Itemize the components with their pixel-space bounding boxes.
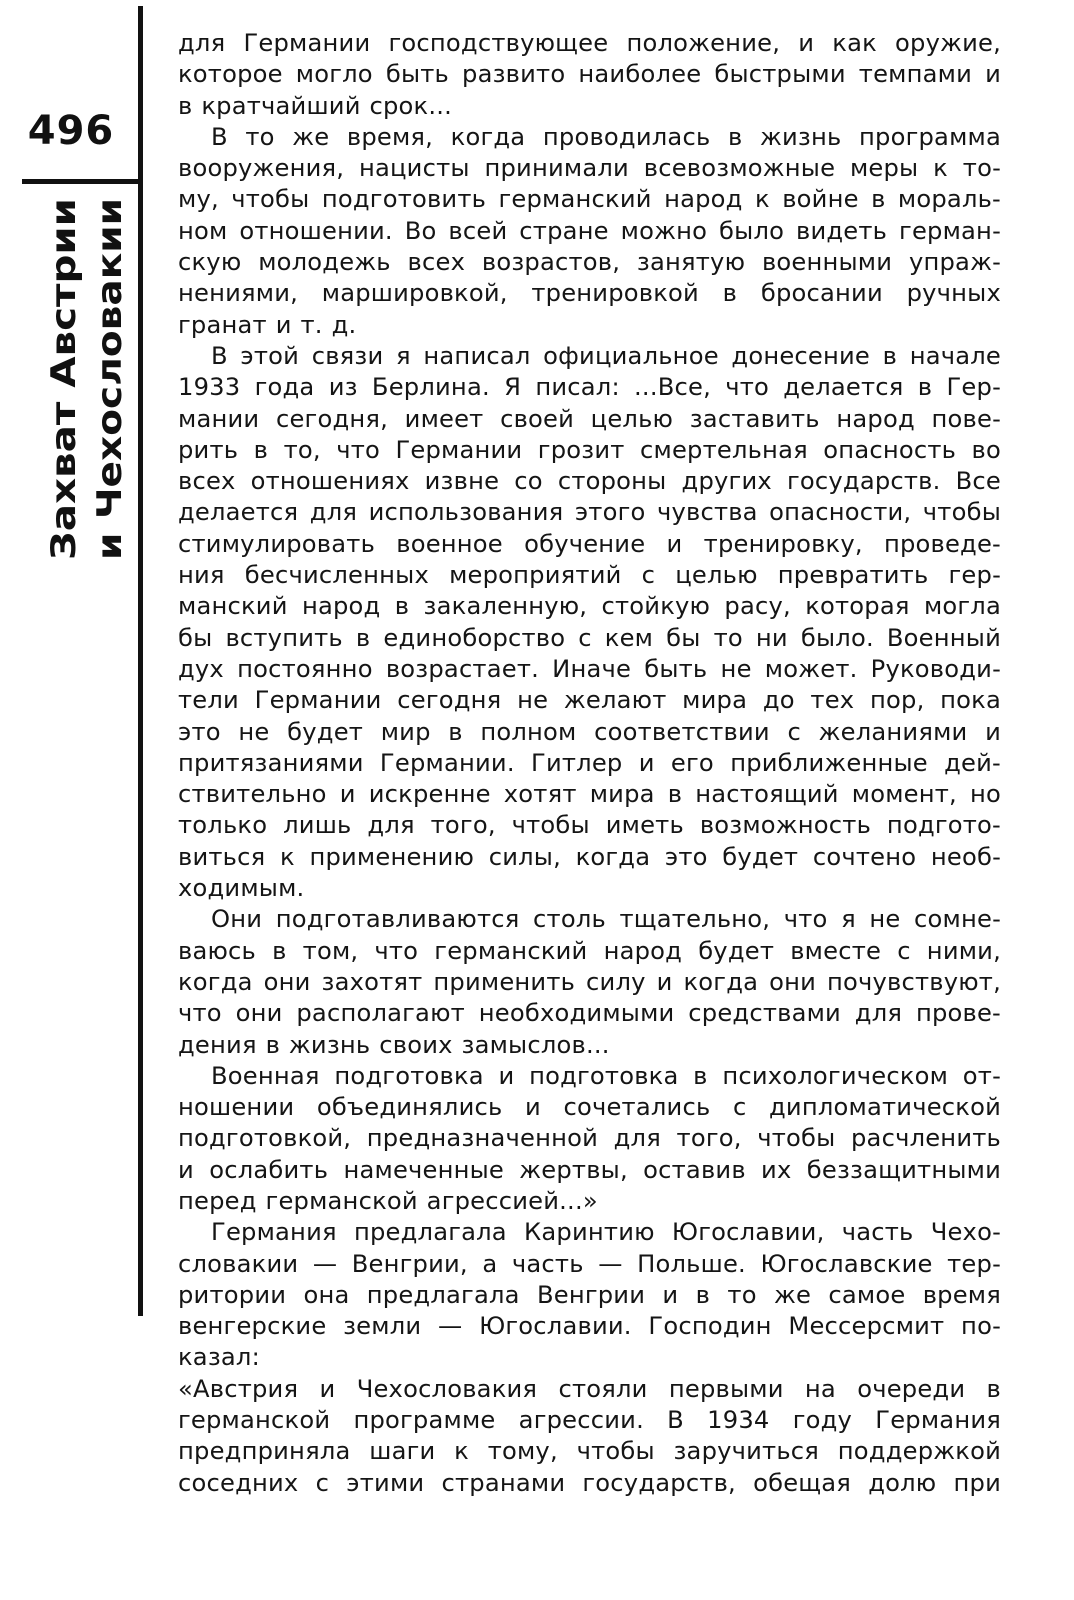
- text-line: ствительно и искренне хотят мира в настоящий момент, но: [178, 780, 1001, 809]
- text-line: соседних с этими странами государств, обещая долю при: [178, 1468, 1001, 1497]
- text-line: ношении объединялись и сочетались с дипломатической: [178, 1093, 1001, 1122]
- text-line: венгерские земли — Югославии. Господин Мессерсмит по-: [178, 1312, 1001, 1341]
- text-line: дения в жизнь своих замыслов...: [178, 1030, 610, 1059]
- text-line: бы вступить в единоборство с кем бы то ни было. Военный: [178, 623, 1001, 652]
- text-line: что они располагают необходимыми средствами для прове-: [178, 999, 1001, 1028]
- text-line: которое могло быть развито наиболее быстрыми темпами и: [178, 60, 1001, 89]
- page-number: 496: [27, 108, 115, 154]
- text-line: это не будет мир в полном соответствии с желаниями и: [178, 717, 1001, 746]
- text-line: скую молодежь всех возрастов, занятую военными упраж-: [178, 248, 1001, 277]
- text-line: когда они захотят применить силу и когда они почувствуют,: [178, 967, 1001, 996]
- text-line: Они подготавливаются столь тщательно, что я не сомне-: [211, 905, 1001, 934]
- margin-rule-vertical: [138, 6, 143, 1316]
- text-line: всех отношениях извне со стороны других государств. Все: [178, 467, 1001, 496]
- text-line: рить в то, что Германии грозит смертельная опасность во: [178, 435, 1001, 464]
- text-line: притязаниями Германии. Гитлер и его приближенные дей-: [178, 748, 1001, 777]
- running-head-line2: и Чехословакии: [90, 244, 130, 560]
- text-line: перед германской агрессией...»: [178, 1186, 598, 1215]
- text-line: и ослабить намеченные жертвы, оставив их беззащитными: [178, 1155, 1001, 1184]
- text-line: 1933 года из Берлина. Я писал: ...Все, что делается в Гер-: [178, 373, 1001, 402]
- text-line: казал:: [178, 1343, 260, 1372]
- text-line: в кратчайший срок...: [178, 91, 453, 120]
- text-line: ходимым.: [178, 874, 305, 903]
- text-line: германской программе агрессии. В 1934 году Германия: [178, 1406, 1001, 1435]
- text-line: ния бесчисленных мероприятий с целью превратить гер-: [178, 561, 1001, 590]
- running-head: [22, 190, 132, 570]
- text-line: «Австрия и Чехословакия стояли первыми на очереди в: [178, 1374, 1001, 1403]
- text-line: стимулировать военное обучение и тренировку, проведе-: [178, 529, 1001, 558]
- text-line: мании сегодня, имеет своей целью заставить народ пове-: [178, 404, 1001, 433]
- text-line: ном отношении. Во всей стране можно было видеть герман-: [178, 216, 1001, 245]
- margin-rule-horizontal: [22, 179, 142, 184]
- text-line: вооружения, нацисты принимали всевозможные меры к то-: [178, 154, 1001, 183]
- text-line: тели Германии сегодня не желают мира до тех пор, пока: [178, 686, 1001, 715]
- text-line: му, чтобы подготовить германский народ к войне в мораль-: [178, 185, 1001, 214]
- text-line: только лишь для того, чтобы иметь возможность подгото-: [178, 811, 1001, 840]
- text-line: предприняла шаги к тому, чтобы заручиться поддержкой: [178, 1437, 1001, 1466]
- text-line: В то же время, когда проводилась в жизнь программа: [211, 122, 1001, 151]
- text-line: В этой связи я написал официальное донесение в начале: [211, 341, 1001, 370]
- text-line: подготовкой, предназначенной для того, чтобы расчленить: [178, 1124, 1001, 1153]
- text-line: Германия предлагала Каринтию Югославии, часть Чехо-: [211, 1218, 1001, 1247]
- text-line: гранат и т. д.: [178, 310, 357, 339]
- text-line: дух постоянно возрастает. Иначе быть не может. Руководи-: [178, 654, 1001, 683]
- text-line: делается для использования этого чувства опасности, чтобы: [178, 498, 1001, 527]
- text-line: виться к применению силы, когда это будет сочтено необ-: [178, 842, 1001, 871]
- text-line: ритории она предлагала Венгрии и в то же самое время: [178, 1280, 1001, 1309]
- text-line: ваюсь в том, что германский народ будет вместе с ними,: [178, 936, 1001, 965]
- running-head-line1: Захват Австрии: [44, 255, 84, 560]
- body-text: [178, 28, 1001, 1499]
- text-line: для Германии господствующее положение, и как оружие,: [178, 29, 1001, 57]
- text-line: нениями, маршировкой, тренировкой в бросании ручных: [178, 279, 1001, 308]
- text-line: словакии — Венгрии, а часть — Польше. Югославские тер-: [178, 1249, 1001, 1278]
- text-line: Военная подготовка и подготовка в психологическом от-: [211, 1061, 1001, 1090]
- text-line: манский народ в закаленную, стойкую расу, которая могла: [178, 592, 1001, 621]
